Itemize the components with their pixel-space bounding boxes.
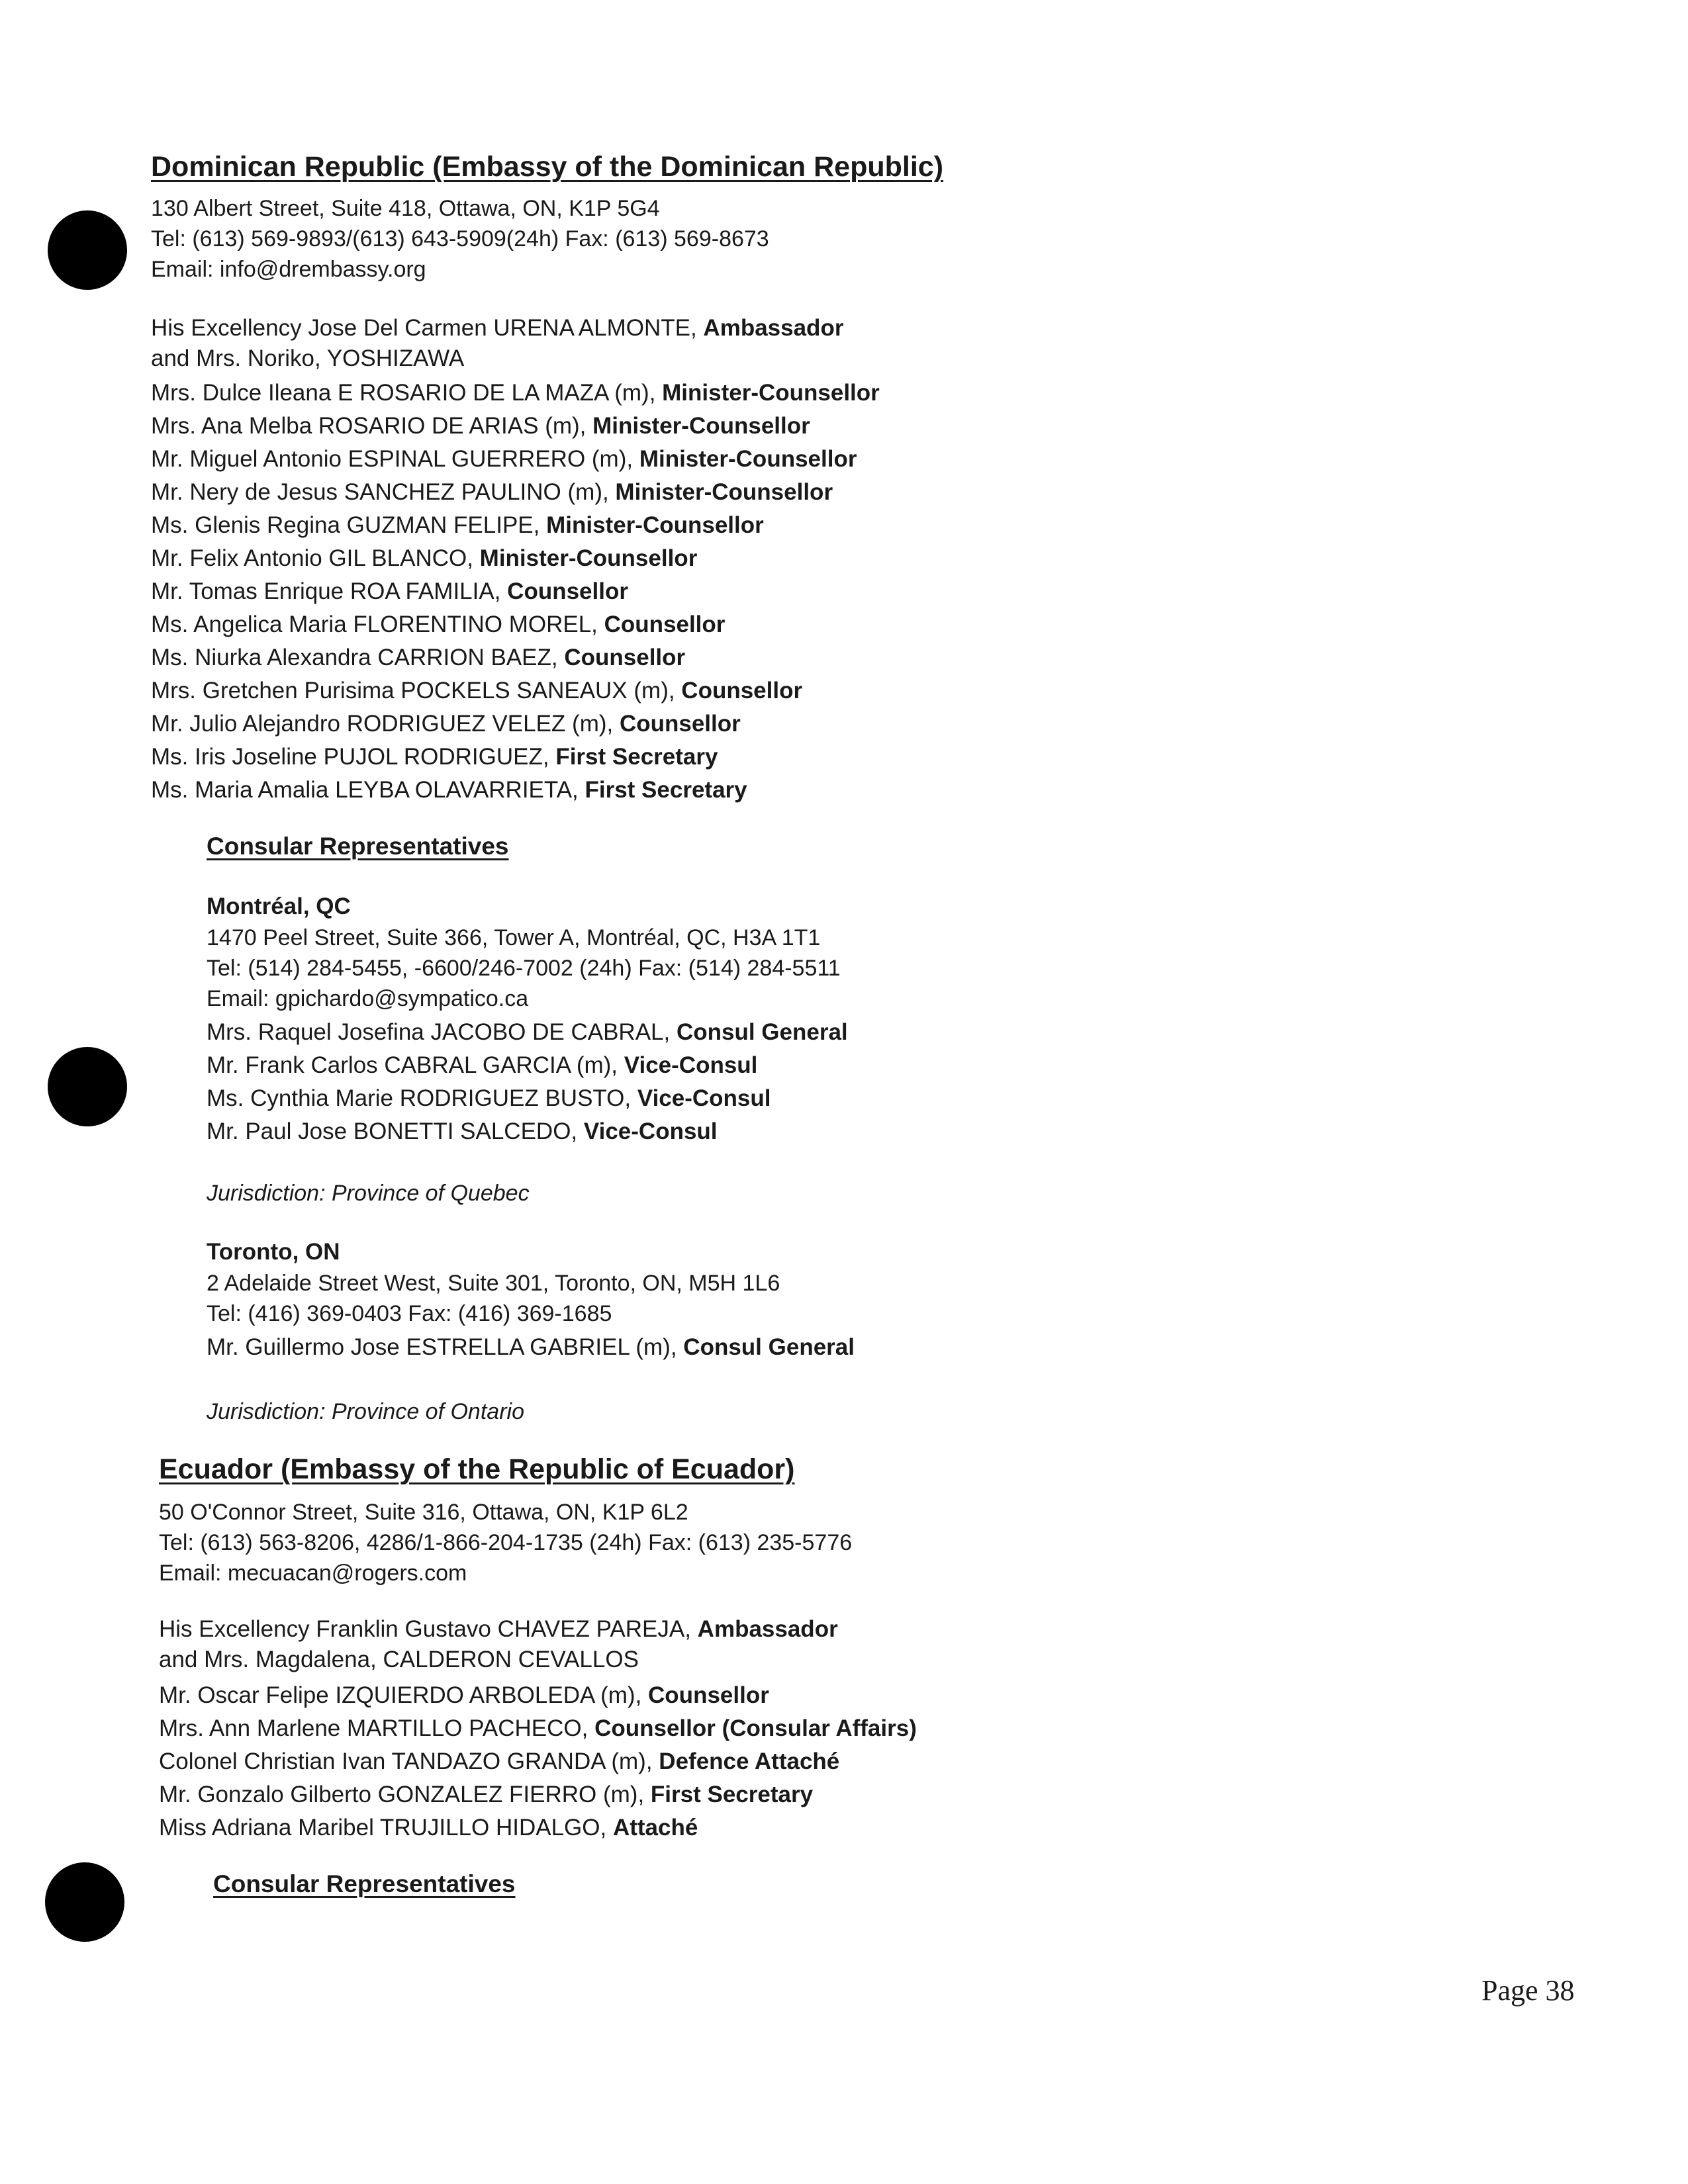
staff-title: Minister-Counsellor: [662, 380, 880, 406]
staff-title: Counsellor: [604, 612, 726, 637]
staff-row: [151, 315, 843, 341]
staff-row: [151, 479, 833, 506]
email-line: Email: gpichardo@sympatico.ca: [207, 986, 529, 1011]
staff-title: First Secretary: [585, 777, 747, 803]
email-line: Email: info@drembassy.org: [151, 257, 426, 282]
staff-title: Minister-Counsellor: [592, 413, 810, 439]
staff-name: Mr. Oscar Felipe IZQUIERDO ARBOLEDA (m),: [159, 1682, 649, 1708]
staff-title: Minister-Counsellor: [546, 512, 764, 538]
staff-row: [151, 345, 464, 372]
staff-row: [159, 1782, 813, 1808]
staff-title: First Secretary: [555, 744, 718, 770]
staff-title: Counsellor (Consular Affairs): [594, 1715, 917, 1741]
staff-row: [207, 1085, 771, 1112]
address-line: 2 Adelaide Street West, Suite 301, Toronto, ON, M5H 1L6: [207, 1271, 780, 1296]
staff-title: Counsellor: [564, 645, 686, 670]
address-block: [151, 193, 769, 285]
phone-line: Tel: (514) 284-5455, -6600/246-7002 (24h) Fax: (514) 284-5511: [207, 956, 841, 981]
staff-name: Mr. Nery de Jesus SANCHEZ PAULINO (m),: [151, 479, 616, 505]
staff-title: Counsellor: [507, 578, 628, 604]
consulate-city: Toronto, ON: [207, 1239, 340, 1265]
staff-row: [151, 578, 628, 605]
address-line: 50 O'Connor Street, Suite 316, Ottawa, ON, K1P 6L2: [159, 1500, 688, 1525]
staff-row: [151, 678, 802, 704]
staff-name: Ms. Angelica Maria FLORENTINO MOREL,: [151, 612, 604, 637]
address-block: [207, 1268, 780, 1329]
staff-name: Mrs. Raquel Josefina JACOBO DE CABRAL,: [207, 1019, 677, 1045]
staff-row: [151, 545, 697, 572]
jurisdiction-note: Jurisdiction: Province of Ontario: [207, 1399, 524, 1424]
staff-row: [159, 1682, 769, 1709]
section-heading-ecuador: Ecuador (Embassy of the Republic of Ecuador): [159, 1453, 795, 1485]
staff-row: [151, 446, 857, 473]
staff-name: Mrs. Ann Marlene MARTILLO PACHECO,: [159, 1715, 595, 1741]
address-block: [207, 923, 841, 1014]
staff-row: [151, 380, 880, 406]
staff-title: Vice-Consul: [583, 1118, 718, 1144]
staff-row: [207, 1052, 757, 1079]
staff-title: Defence Attaché: [659, 1749, 840, 1774]
staff-name: His Excellency Jose Del Carmen URENA ALMONTE,: [151, 315, 704, 341]
staff-name: Mr. Guillermo Jose ESTRELLA GABRIEL (m),: [207, 1334, 684, 1360]
staff-name: Mr. Frank Carlos CABRAL GARCIA (m),: [207, 1052, 624, 1078]
staff-title: Counsellor: [648, 1682, 769, 1708]
staff-title: Consul General: [683, 1334, 855, 1360]
staff-row: [207, 1019, 848, 1046]
staff-title: Ambassador: [697, 1616, 838, 1642]
staff-name: Mr. Felix Antonio GIL BLANCO,: [151, 545, 480, 571]
binder-hole: [45, 1862, 124, 1942]
consular-heading: Consular Representatives: [207, 833, 509, 860]
staff-title: Ambassador: [703, 315, 844, 341]
staff-title: Attaché: [612, 1815, 698, 1841]
staff-row: [159, 1616, 838, 1643]
staff-title: Minister-Counsellor: [479, 545, 698, 571]
staff-title: Vice-Consul: [637, 1085, 771, 1111]
staff-row: [151, 413, 810, 439]
staff-name: and Mrs. Magdalena, CALDERON CEVALLOS: [159, 1647, 639, 1672]
staff-title: Vice-Consul: [624, 1052, 758, 1078]
staff-row: [159, 1815, 698, 1841]
staff-name: Mrs. Dulce Ileana E ROSARIO DE LA MAZA (m),: [151, 380, 663, 406]
section-heading-dominican: Dominican Republic (Embassy of the Dominican Republic): [151, 151, 944, 183]
staff-row: [151, 612, 725, 638]
staff-row: [151, 512, 764, 539]
staff-row: [159, 1715, 917, 1742]
staff-title: Minister-Counsellor: [639, 446, 857, 472]
staff-name: Mr. Julio Alejandro RODRIGUEZ VELEZ (m),: [151, 711, 620, 737]
staff-row: [151, 777, 747, 803]
staff-name: Ms. Maria Amalia LEYBA OLAVARRIETA,: [151, 777, 585, 803]
staff-title: Minister-Counsellor: [615, 479, 833, 505]
email-line: Email: mecuacan@rogers.com: [159, 1561, 467, 1586]
staff-name: Mr. Tomas Enrique ROA FAMILIA,: [151, 578, 508, 604]
staff-name: Mr. Miguel Antonio ESPINAL GUERRERO (m),: [151, 446, 639, 472]
staff-name: Miss Adriana Maribel TRUJILLO HIDALGO,: [159, 1815, 613, 1841]
staff-name: and Mrs. Noriko, YOSHIZAWA: [151, 345, 465, 371]
address-line: 130 Albert Street, Suite 418, Ottawa, ON, K1P 5G4: [151, 196, 660, 221]
address-block: [159, 1497, 852, 1588]
staff-row: [151, 645, 685, 671]
staff-row: [151, 711, 741, 737]
binder-hole: [48, 210, 127, 290]
phone-line: Tel: (613) 569-9893/(613) 643-5909(24h) Fax: (613) 569-8673: [151, 226, 769, 251]
staff-name: Colonel Christian Ivan TANDAZO GRANDA (m),: [159, 1749, 659, 1774]
phone-line: Tel: (613) 563-8206, 4286/1-866-204-1735 (24h) Fax: (613) 235-5776: [159, 1530, 853, 1555]
staff-name: Ms. Cynthia Marie RODRIGUEZ BUSTO,: [207, 1085, 637, 1111]
staff-name: Mrs. Gretchen Purisima POCKELS SANEAUX (m),: [151, 678, 682, 704]
staff-name: Mr. Paul Jose BONETTI SALCEDO,: [207, 1118, 584, 1144]
consular-heading: Consular Representatives: [213, 1870, 516, 1897]
staff-name: Ms. Iris Joseline PUJOL RODRIGUEZ,: [151, 744, 556, 770]
staff-name: Mr. Gonzalo Gilberto GONZALEZ FIERRO (m),: [159, 1782, 651, 1807]
staff-name: Mrs. Ana Melba ROSARIO DE ARIAS (m),: [151, 413, 593, 439]
staff-row: [159, 1647, 639, 1673]
page-number: Page 38: [1481, 1974, 1575, 2007]
staff-row: [159, 1749, 839, 1775]
address-line: 1470 Peel Street, Suite 366, Tower A, Montréal, QC, H3A 1T1: [207, 925, 821, 950]
staff-row: [207, 1118, 718, 1145]
phone-line: Tel: (416) 369-0403 Fax: (416) 369-1685: [207, 1301, 612, 1326]
staff-title: Counsellor: [619, 711, 741, 737]
binder-hole: [48, 1047, 127, 1126]
staff-name: Ms. Glenis Regina GUZMAN FELIPE,: [151, 512, 547, 538]
staff-name: His Excellency Franklin Gustavo CHAVEZ PAREJA,: [159, 1616, 698, 1642]
jurisdiction-note: Jurisdiction: Province of Quebec: [207, 1181, 530, 1206]
staff-row: [207, 1334, 855, 1361]
staff-title: Consul General: [676, 1019, 848, 1045]
consulate-city: Montréal, QC: [207, 893, 351, 919]
staff-title: Counsellor: [681, 678, 803, 704]
staff-row: [151, 744, 718, 770]
staff-name: Ms. Niurka Alexandra CARRION BAEZ,: [151, 645, 565, 670]
staff-title: First Secretary: [650, 1782, 814, 1807]
